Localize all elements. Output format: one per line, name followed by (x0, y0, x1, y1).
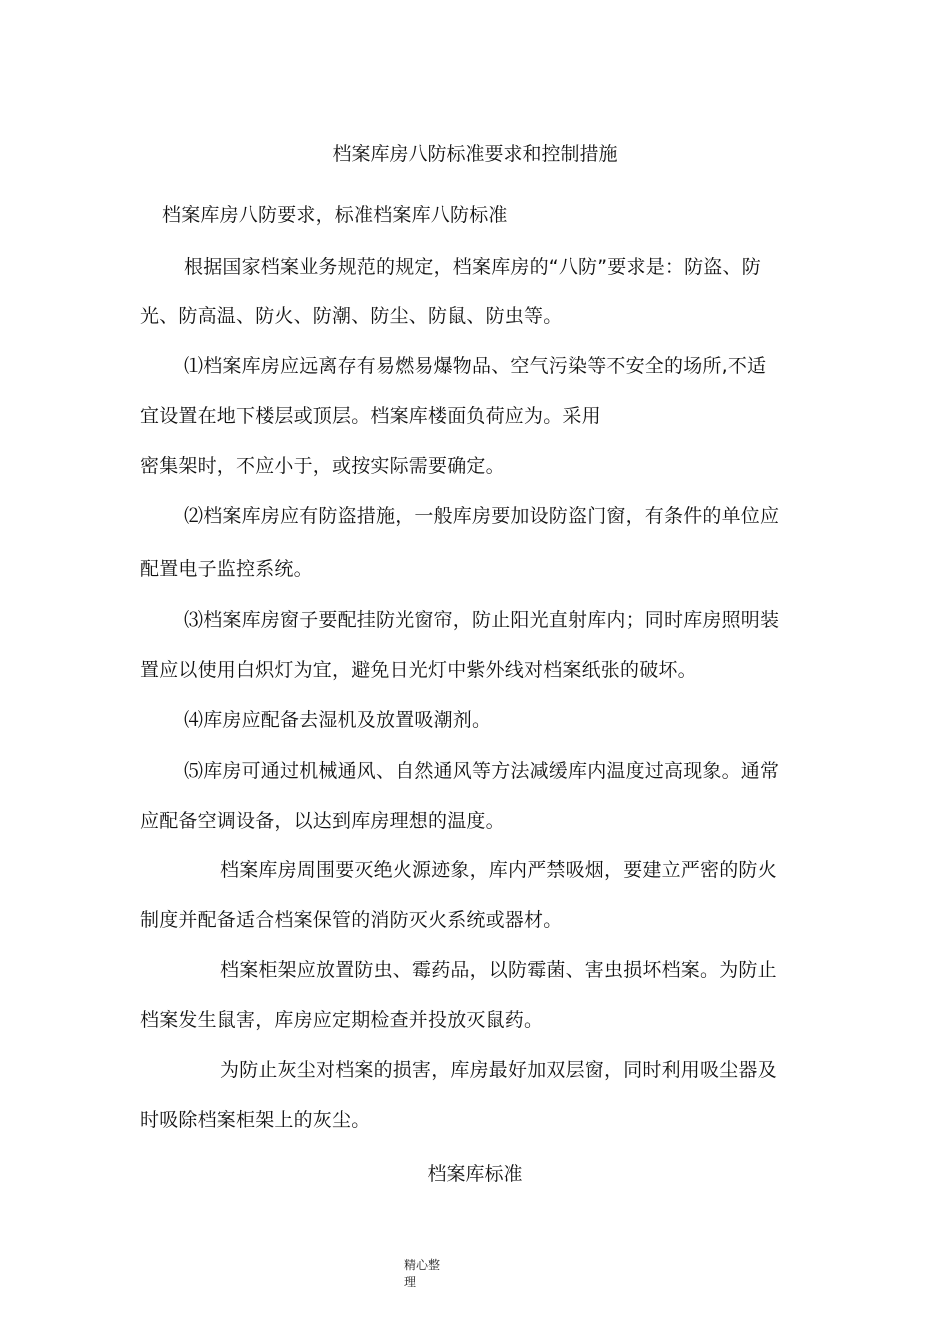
paragraph-line: 时吸除档案柜架上的灰尘。 (140, 1109, 371, 1131)
paragraph-line: 光、防高温、防火、防潮、防尘、防鼠、防虫等。 (140, 305, 563, 327)
document-subtitle: 档案库房八防要求，标准档案库八防标准 (162, 204, 508, 226)
paragraph-line: 档案柜架应放置防虫、霉药品，以防霉菌、害虫损坏档案。为防止 (220, 959, 777, 981)
section-heading: 档案库标准 (427, 1163, 523, 1185)
paragraph-line: ⑷库房应配备去湿机及放置吸潮剂。 (184, 709, 492, 731)
paragraph-line: 配置电子监控系统。 (140, 558, 313, 580)
paragraph-line: ⑸库房可通过机械通风、自然通风等方法减缓库内温度过高现象。通常 (184, 760, 780, 782)
paragraph-line: 密集架时，不应小于，或按实际需要确定。 (140, 455, 505, 477)
paragraph-line: 置应以使用白炽灯为宜，避免日光灯中紫外线对档案纸张的破坏。 (140, 659, 697, 681)
paragraph-line: 根据国家档案业务规范的规定，档案库房的“八防”要求是：防盗、防 (184, 256, 761, 278)
footer-text: 精心整 (404, 1258, 441, 1272)
paragraph-line: 档案库房周围要灭绝火源迹象，库内严禁吸烟，要建立严密的防火 (220, 859, 777, 881)
paragraph-line: 档案发生鼠害，库房应定期检查并投放灭鼠药。 (140, 1009, 544, 1031)
document-title: 档案库房八防标准要求和控制措施 (332, 143, 618, 165)
paragraph-line: ⑴档案库房应远离存有易燃易爆物品、空气污染等不安全的场所,不适 (184, 355, 767, 377)
paragraph-line: 制度并配备适合档案保管的消防灭火系统或器材。 (140, 909, 563, 931)
footer-text: 理 (404, 1275, 417, 1289)
paragraph-line: 宜设置在地下楼层或顶层。档案库楼面负荷应为。采用 (140, 405, 601, 427)
paragraph-line: 为防止灰尘对档案的损害，库房最好加双层窗，同时利用吸尘器及 (220, 1059, 777, 1081)
paragraph-line: ⑶档案库房窗子要配挂防光窗帘，防止阳光直射库内；同时库房照明装 (184, 609, 780, 631)
paragraph-line: 应配备空调设备，以达到库房理想的温度。 (140, 810, 505, 832)
paragraph-line: ⑵档案库房应有防盗措施，一般库房要加设防盗门窗，有条件的单位应 (184, 505, 780, 527)
